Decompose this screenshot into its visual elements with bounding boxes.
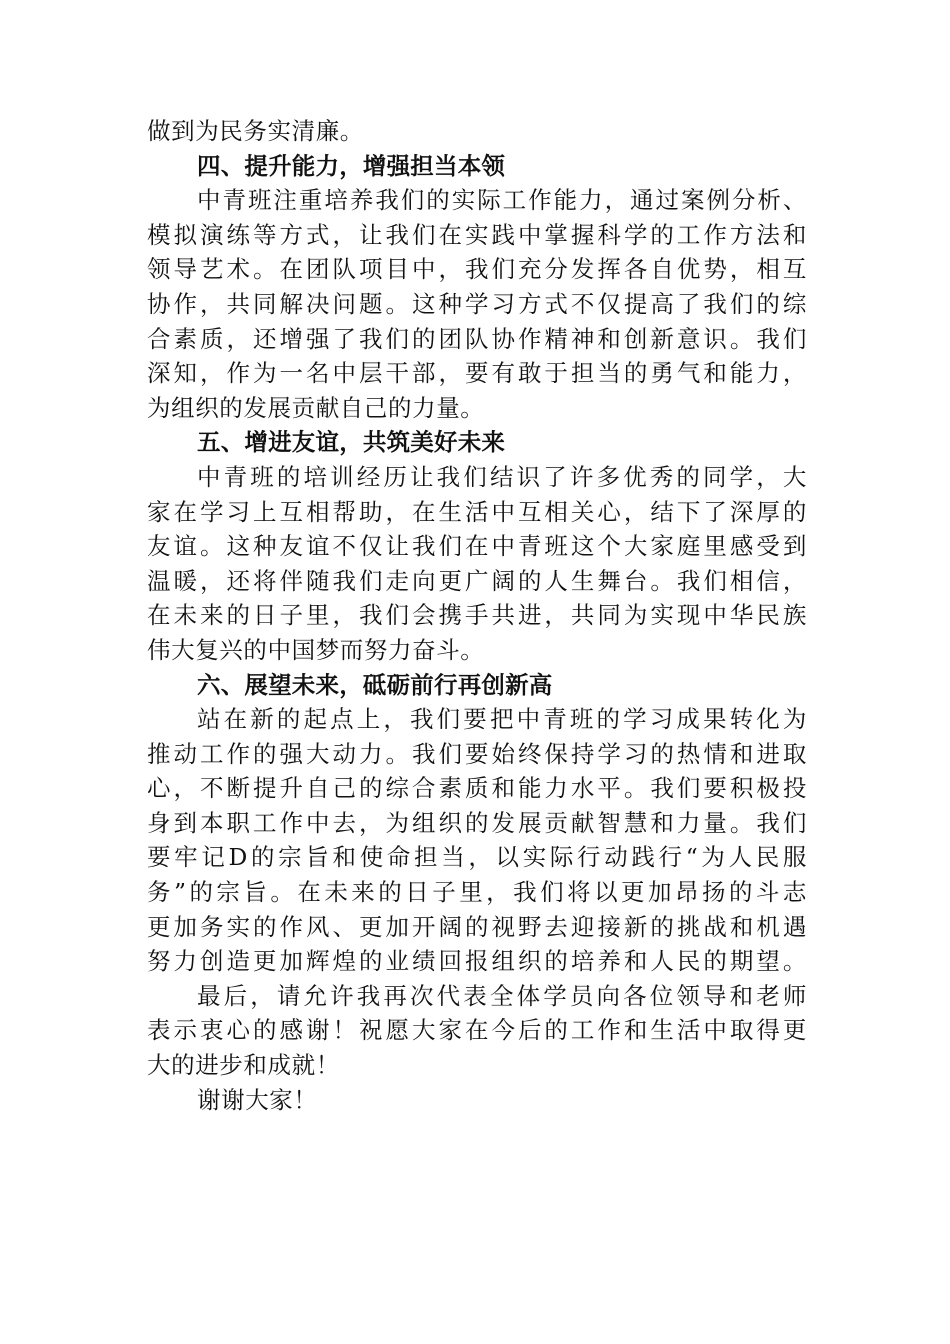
paragraph-line: 身到本职工作中去，为组织的发展贡献智慧和力量。我们 — [147, 808, 807, 837]
paragraph-line: 努力创造更加辉煌的业绩回报组织的培养和人民的期望。 — [147, 947, 807, 976]
paragraph-line: 要牢记D的宗旨和使命担当，以实际行动践行“为人民服 — [147, 843, 807, 872]
document-body — [147, 114, 807, 1117]
paragraph-line: 大的进步和成就！ — [147, 1051, 340, 1080]
paragraph-line: 在未来的日子里，我们会携手共进，共同为实现中华民族 — [147, 601, 807, 630]
paragraph-line: 站在新的起点上，我们要把中青班的学习成果转化为 — [197, 705, 807, 734]
paragraph-line: 家在学习上互相帮助，在生活中互相关心，结下了深厚的 — [147, 497, 807, 526]
paragraph-line: 伟大复兴的中国梦而努力奋斗。 — [147, 635, 485, 664]
paragraph-line: 谢谢大家！ — [197, 1085, 318, 1114]
section-heading: 四、提升能力，增强担当本领 — [197, 151, 506, 180]
paragraph-line: 温暖，还将伴随我们走向更广阔的人生舞台。我们相信， — [147, 566, 807, 595]
section-heading: 六、展望未来，砥砺前行再创新高 — [197, 670, 553, 699]
paragraph-line: 友谊。这种友谊不仅让我们在中青班这个大家庭里感受到 — [147, 532, 807, 561]
paragraph-line: 心，不断提升自己的综合素质和能力水平。我们要积极投 — [147, 774, 807, 803]
section-heading: 五、增进友谊，共筑美好未来 — [197, 428, 506, 457]
paragraph-line: 务”的宗旨。在未来的日子里，我们将以更加昂扬的斗志 — [147, 878, 807, 907]
paragraph-line: 推动工作的强大动力。我们要始终保持学习的热情和进取 — [147, 739, 807, 768]
paragraph-line: 合素质，还增强了我们的团队协作精神和创新意识。我们 — [147, 324, 807, 353]
paragraph-line: 中青班的培训经历让我们结识了许多优秀的同学，大 — [197, 462, 807, 491]
paragraph-line: 模拟演练等方式，让我们在实践中掌握科学的工作方法和 — [147, 220, 807, 249]
paragraph-line: 为组织的发展贡献自己的力量。 — [147, 393, 485, 422]
paragraph-line: 领导艺术。在团队项目中，我们充分发挥各自优势，相互 — [147, 255, 807, 284]
paragraph-line: 更加务实的作风、更加开阔的视野去迎接新的挑战和机遇 — [147, 912, 807, 941]
paragraph-line: 最后，请允许我再次代表全体学员向各位领导和老师 — [197, 981, 807, 1010]
paragraph-line: 协作，共同解决问题。这种学习方式不仅提高了我们的综 — [147, 289, 807, 318]
paragraph-line: 做到为民务实清廉。 — [147, 117, 364, 145]
paragraph-line: 中青班注重培养我们的实际工作能力，通过案例分析、 — [197, 186, 807, 215]
paragraph-line: 表示衷心的感谢！祝愿大家在今后的工作和生活中取得更 — [147, 1016, 807, 1045]
paragraph-line: 深知，作为一名中层干部，要有敢于担当的勇气和能力， — [147, 359, 807, 388]
